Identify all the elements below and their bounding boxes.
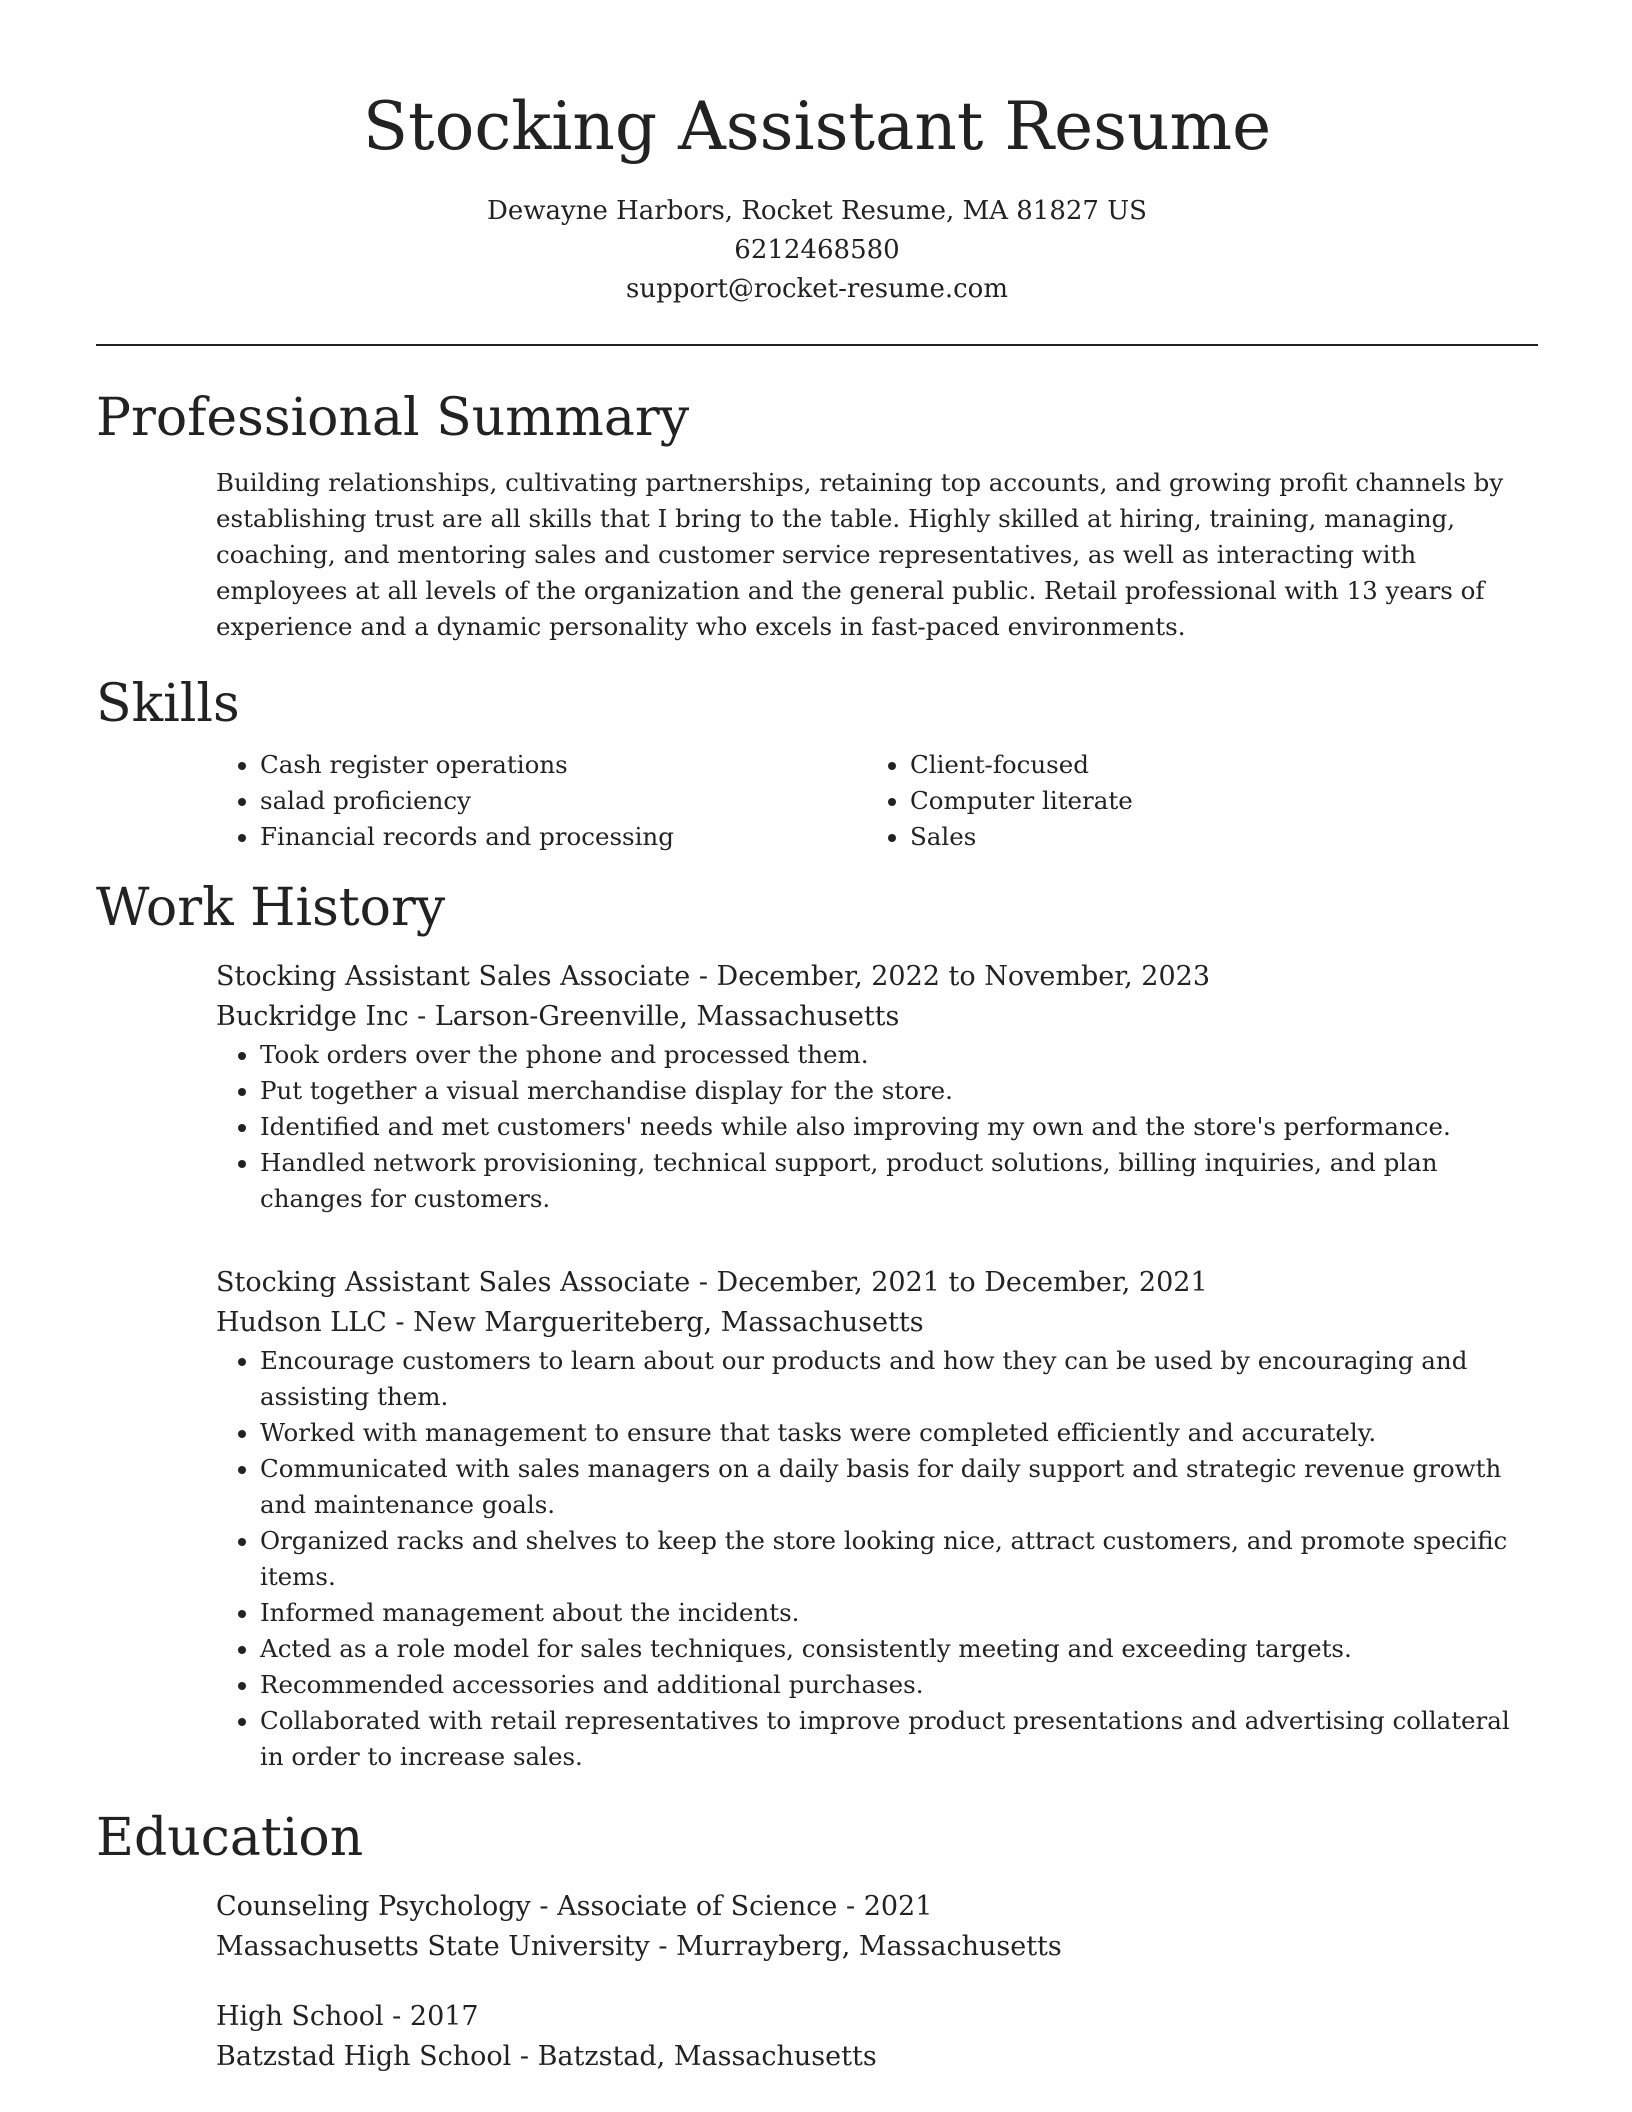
separator: - [530, 1891, 558, 1922]
job-bullet: • Put together a visual merchandise display for the store. [260, 1073, 1538, 1109]
job-entry [216, 957, 1538, 1217]
page-title: Stocking Assistant Resume [362, 88, 1272, 165]
job-bullet: • Organized racks and shelves to keep the store looking nice, attract customers, and promote specific items. [260, 1523, 1538, 1595]
skills-heading: Skills [96, 674, 240, 734]
education-field: High School [216, 2001, 384, 2032]
job-company-line [216, 1303, 1538, 1343]
education-year: 2017 [409, 2001, 479, 2032]
job-bullet: • Recommended accessories and additional purchases. [260, 1667, 1538, 1703]
separator: - [690, 1267, 717, 1298]
job-bullets [216, 1343, 1538, 1775]
education-degree: Associate of Science [557, 1891, 838, 1922]
job-bullet: • Handled network provisioning, technical support, product solutions, billing inquiries, and plan changes for customers. [260, 1145, 1538, 1217]
contact-address: Dewayne Harbors, Rocket Resume, MA 81827 US [487, 196, 1147, 226]
education-field: Counseling Psychology [216, 1891, 531, 1922]
skills-list-right [866, 747, 1538, 855]
contact-phone: 6212468580 [734, 235, 900, 265]
separator: - [690, 961, 717, 992]
resume-header [96, 0, 1538, 309]
education-school-line [216, 1927, 1538, 1967]
job-location: New Margueriteberg, Massachusetts [413, 1307, 924, 1338]
job-dates: December, 2021 to December, 2021 [716, 1267, 1208, 1298]
skill-item: • salad proficiency [260, 783, 866, 819]
education-location: Batzstad, Massachusetts [537, 2041, 877, 2072]
education-school-line [216, 2037, 1538, 2077]
separator: - [511, 2041, 538, 2072]
contact-info [96, 192, 1538, 309]
education-degree-line [216, 1997, 1538, 2037]
job-location: Larson-Greenville, Massachusetts [434, 1001, 900, 1032]
skill-item: • Client-focused [910, 747, 1538, 783]
job-bullet: • Communicated with sales managers on a daily basis for daily support and strategic revenue growth and maintenance goals. [260, 1451, 1538, 1523]
job-title-line [216, 957, 1538, 997]
job-bullet: • Collaborated with retail representatives to improve product presentations and advertising collateral in order to increase sales. [260, 1703, 1538, 1775]
education-section [96, 1887, 1538, 2077]
job-title: Stocking Assistant Sales Associate [216, 961, 691, 992]
education-entry [216, 1997, 1538, 2077]
job-bullets [216, 1037, 1538, 1217]
job-company: Hudson LLC [216, 1307, 387, 1338]
job-bullet: • Informed management about the incidents. [260, 1595, 1538, 1631]
education-degree-line [216, 1887, 1538, 1927]
skills-grid [216, 747, 1538, 855]
education-heading: Education [96, 1808, 364, 1868]
education-entry [216, 1887, 1538, 1967]
job-bullet: • Identified and met customers' needs while also improving my own and the store's performance. [260, 1109, 1538, 1145]
summary-heading: Professional Summary [96, 388, 690, 448]
job-dates: December, 2022 to November, 2023 [716, 961, 1211, 992]
job-bullet: • Acted as a role model for sales techniques, consistently meeting and exceeding targets. [260, 1631, 1538, 1667]
work-history-section [96, 957, 1538, 1775]
job-bullet: • Encourage customers to learn about our products and how they can be used by encouraging and assisting them. [260, 1343, 1538, 1415]
education-school: Batzstad High School [216, 2041, 512, 2072]
separator: - [386, 1307, 414, 1338]
job-title-line [216, 1263, 1538, 1303]
summary-text: Building relationships, cultivating partnerships, retaining top accounts, and growing profit channels by establishing trust are all skills that I bring to the table. Highly skilled at hiring, training, managing, coaching, and mentoring sales and customer service representatives, as well as interacting with employees at all levels of the organization and the general public. Retail professional with 13 years of experience and a dynamic personality who excels in fast-paced environments. [216, 468, 1504, 641]
job-company-line [216, 997, 1538, 1037]
job-entry [216, 1263, 1538, 1775]
separator: - [408, 1001, 435, 1032]
separator: - [383, 2001, 410, 2032]
education-school: Massachusetts State University [216, 1931, 650, 1962]
skills-list-left [216, 747, 866, 855]
skills-section [96, 747, 1538, 855]
job-bullet: • Took orders over the phone and processed them. [260, 1037, 1538, 1073]
job-bullet: • Worked with management to ensure that tasks were completed efficiently and accurately. [260, 1415, 1538, 1451]
education-year: 2021 [863, 1891, 933, 1922]
separator: - [649, 1931, 677, 1962]
contact-email: support@rocket-resume.com [625, 274, 1008, 304]
skill-item: • Sales [910, 819, 1538, 855]
header-divider [96, 344, 1538, 346]
job-company: Buckridge Inc [216, 1001, 409, 1032]
separator: - [837, 1891, 864, 1922]
education-location: Murrayberg, Massachusetts [676, 1931, 1062, 1962]
job-title: Stocking Assistant Sales Associate [216, 1267, 691, 1298]
summary-section [96, 465, 1538, 645]
skill-item: • Financial records and processing [260, 819, 866, 855]
skill-item: • Cash register operations [260, 747, 866, 783]
work-history-heading: Work History [96, 878, 446, 938]
skill-item: • Computer literate [910, 783, 1538, 819]
